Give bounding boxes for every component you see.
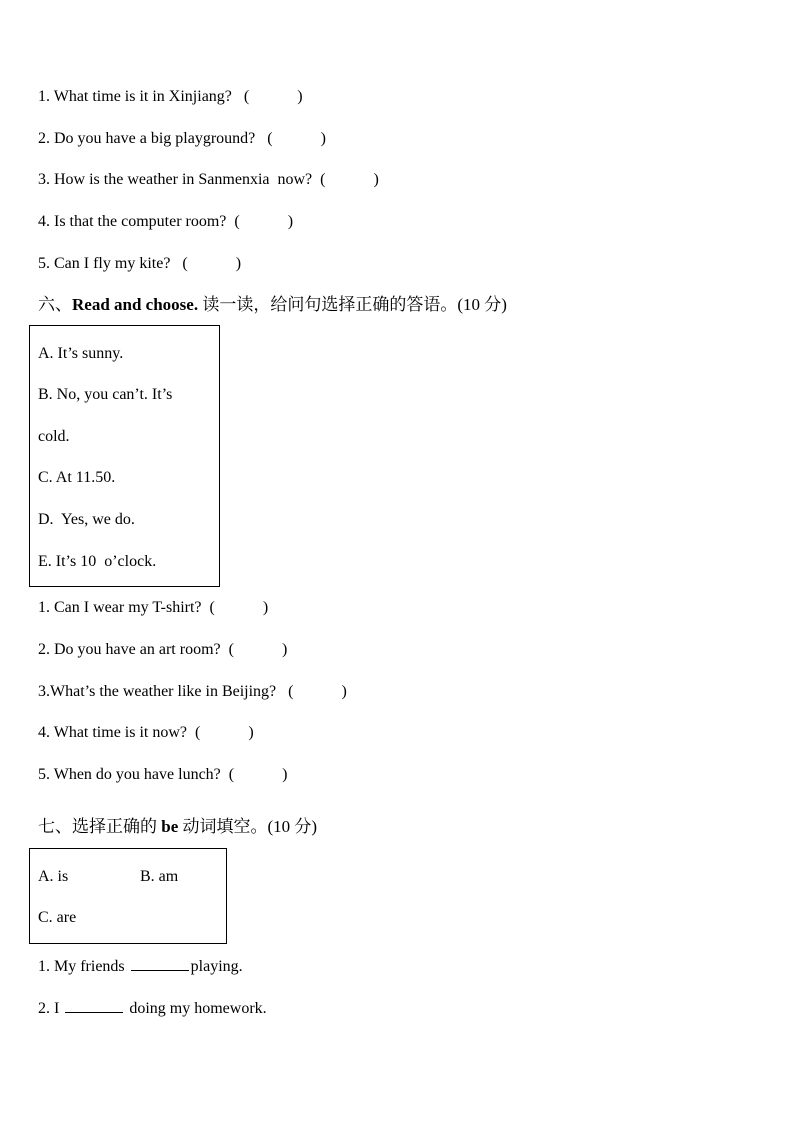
s5-question-1: 1. What time is it in Xinjiang? ( ): [38, 88, 303, 105]
s6-option-a: A. It’s sunny.: [38, 345, 124, 362]
s7-question-1-pre: 1. My friends: [38, 958, 129, 975]
section7-heading-rest: 动词填空。(10 分): [178, 817, 318, 836]
s6-option-e: E. It’s 10 o’clock.: [38, 553, 157, 570]
section7-heading-prefix: 七、选择正确的: [38, 817, 162, 836]
s6-question-3: 3.What’s the weather like in Beijing? ( ): [38, 683, 347, 700]
s6-option-d: D. Yes, we do.: [38, 511, 135, 528]
section7-heading-bold: be: [161, 817, 179, 836]
s7-option-c: C. are: [38, 909, 77, 926]
s5-question-5: 5. Can I fly my kite? ( ): [38, 255, 242, 272]
s6-question-5: 5. When do you have lunch? ( ): [38, 766, 288, 783]
s6-option-c: C. At 11.50.: [38, 469, 116, 486]
section6-heading-prefix: 六、: [38, 295, 72, 314]
s7-question-1-post: playing.: [190, 958, 243, 975]
s7-question-2: [38, 998, 267, 1019]
s5-question-3: 3. How is the weather in Sanmenxia now? ( ): [38, 171, 379, 188]
s6-question-2: 2. Do you have an art room? ( ): [38, 641, 288, 658]
s6-option-b: B. No, you can’t. It’s: [38, 386, 173, 403]
s7-question-2-post: doing my homework.: [125, 1000, 267, 1017]
s6-option-b-cont: cold.: [38, 428, 70, 445]
s5-question-2: 2. Do you have a big playground? ( ): [38, 130, 326, 147]
section7-options-box: [29, 848, 227, 944]
s7-option-a: A. is: [38, 868, 69, 885]
section6-options-box: [29, 325, 220, 587]
section7-heading: [38, 817, 317, 837]
section6-heading-bold: Read and choose.: [72, 295, 199, 314]
s5-question-4: 4. Is that the computer room? ( ): [38, 213, 294, 230]
s6-question-1: 1. Can I wear my T-shirt? ( ): [38, 599, 269, 616]
s7-question-2-blank[interactable]: [65, 998, 123, 1013]
section6-heading-rest: 读一读，给问句选择正确的答语。(10 分): [198, 295, 507, 314]
s7-question-1-blank[interactable]: [131, 956, 189, 971]
s7-question-1: [38, 956, 243, 977]
s6-question-4: 4. What time is it now? ( ): [38, 724, 254, 741]
s7-question-2-pre: 2. I: [38, 1000, 64, 1017]
section6-heading: [38, 295, 507, 315]
s7-option-b: B. am: [140, 868, 179, 885]
